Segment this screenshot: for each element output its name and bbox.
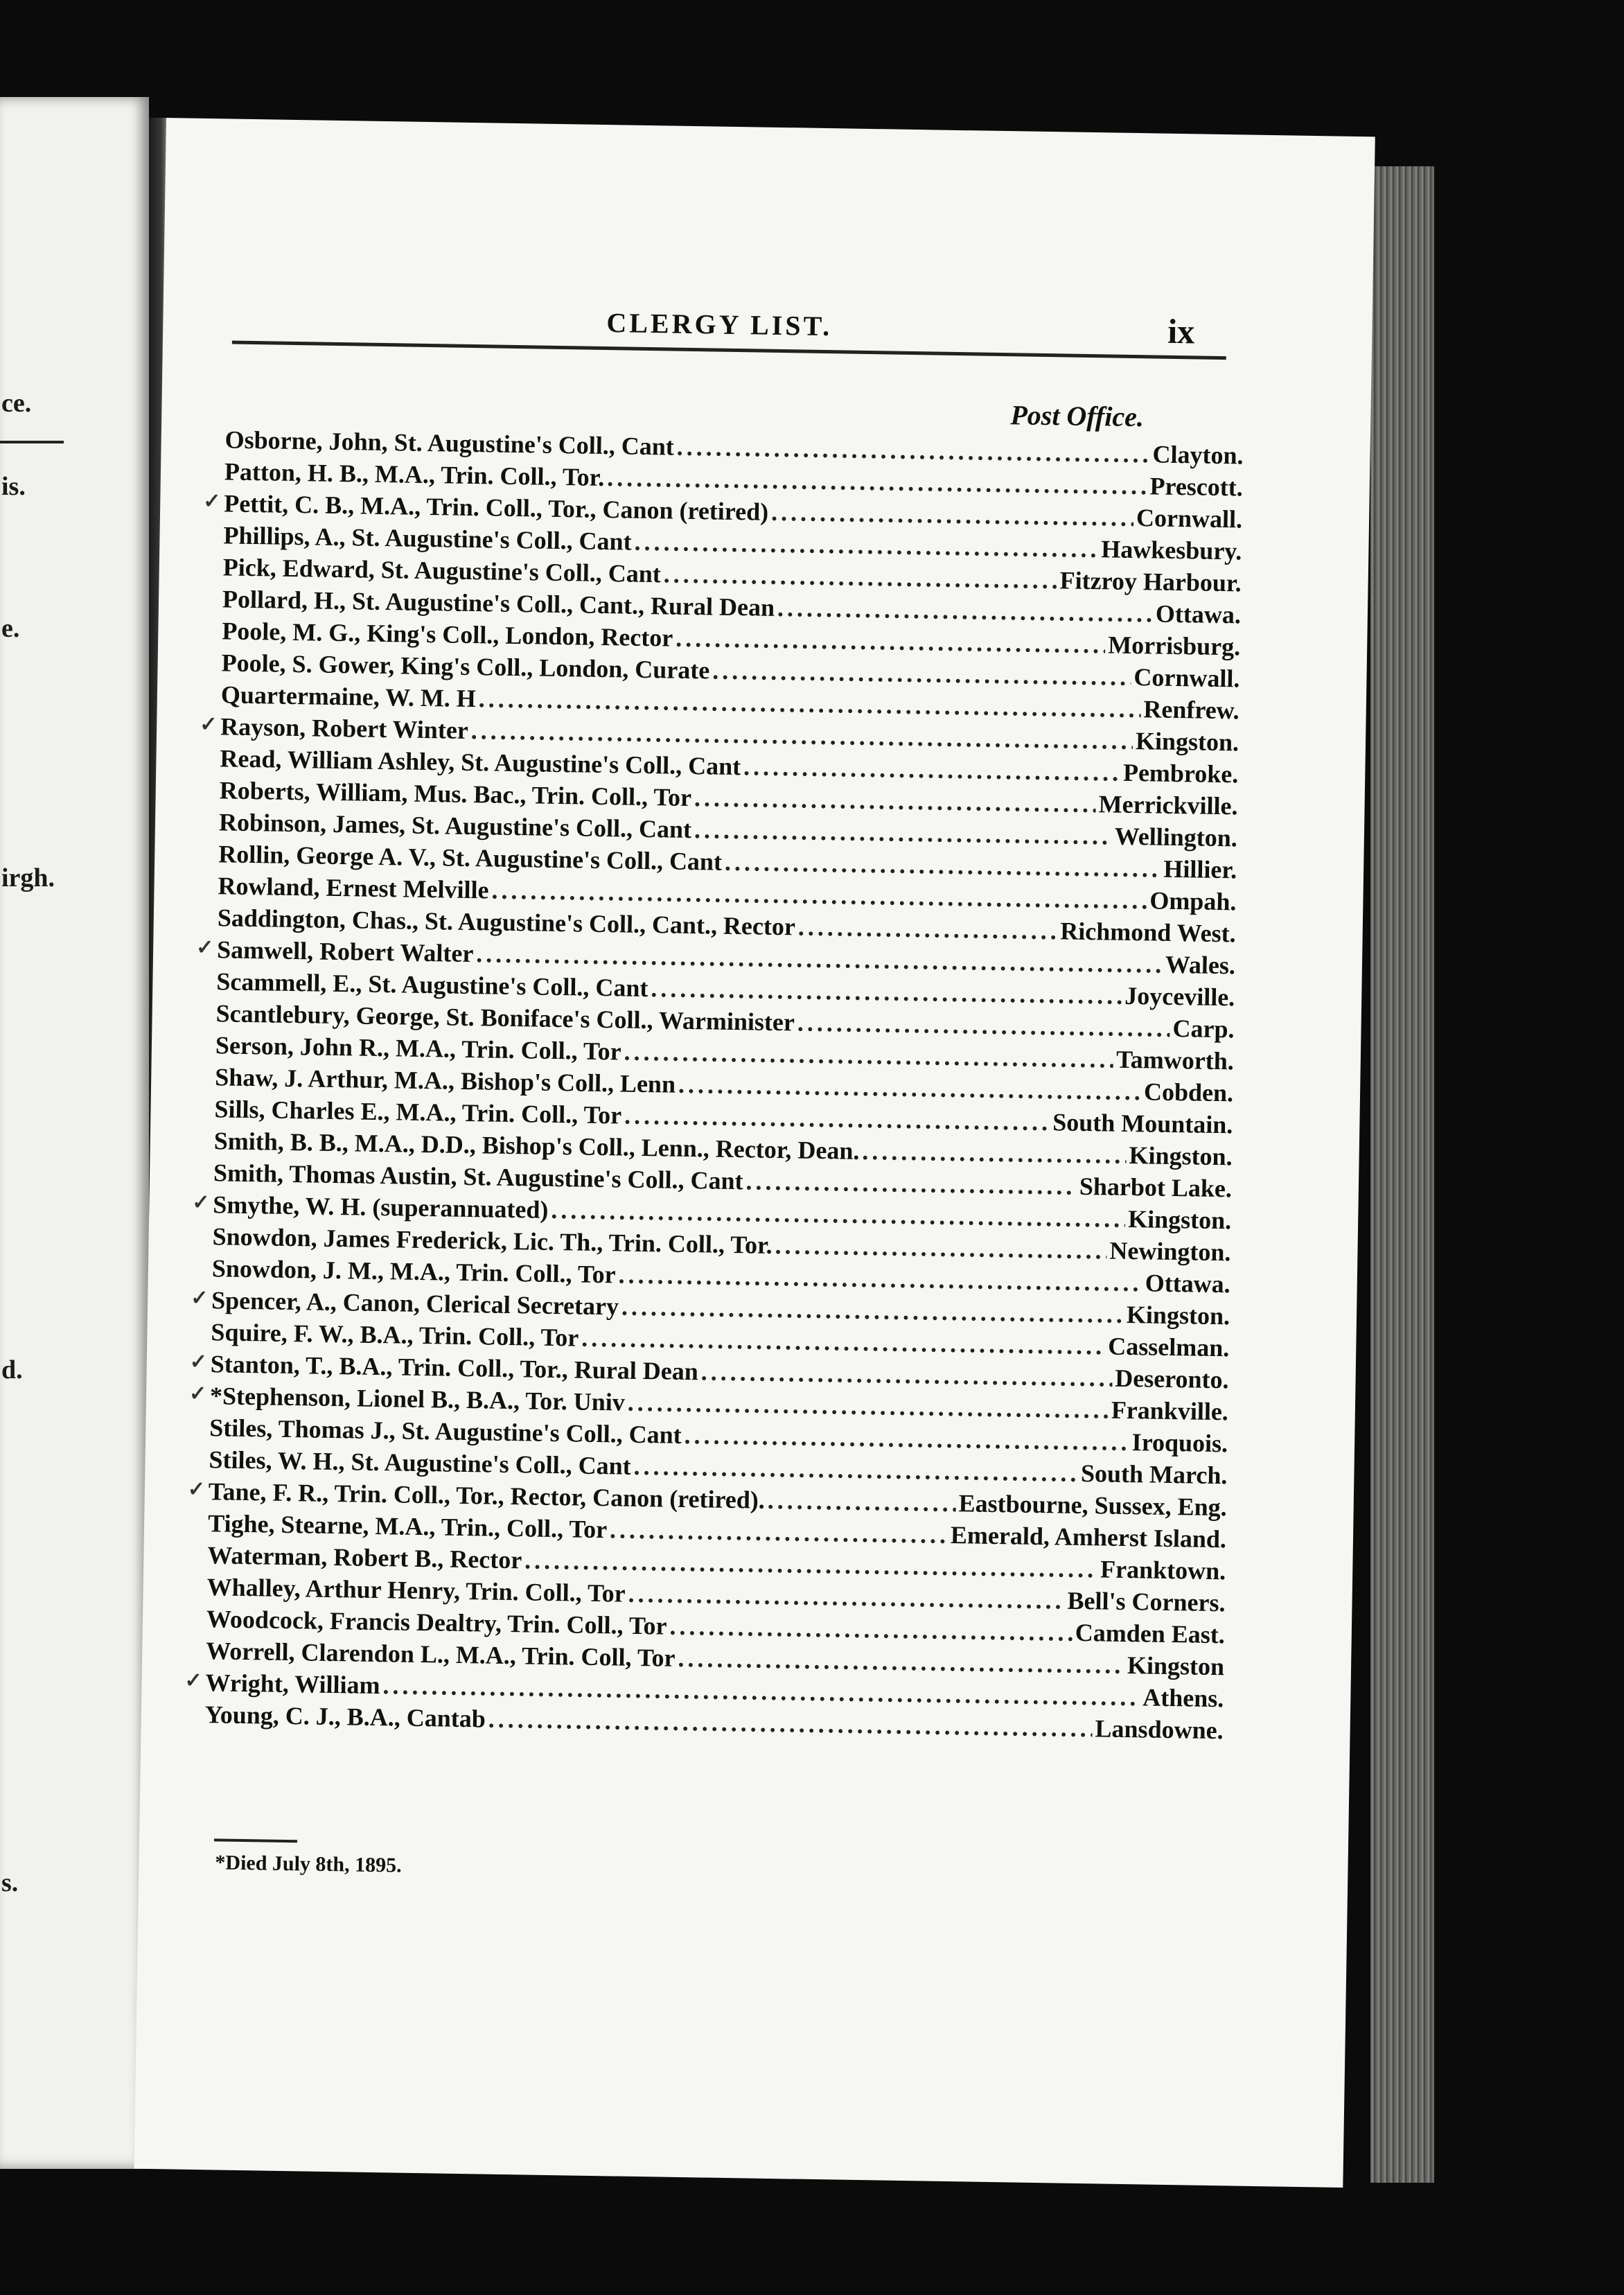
post-office: Camden East. — [1075, 1618, 1226, 1649]
post-office: Frankville. — [1111, 1396, 1229, 1426]
right-page — [134, 118, 1375, 2188]
clergy-name: Shaw, J. Arthur, M.A., Bishop's Coll., Lenn — [214, 1063, 676, 1098]
clergy-name: Roberts, William, Mus. Bac., Trin. Coll., Tor — [219, 776, 692, 812]
post-office: Deseronto. — [1114, 1364, 1229, 1394]
post-office: Merrickville. — [1098, 790, 1238, 820]
left-page-fragment: irgh. — [1, 863, 55, 892]
post-office: Renfrew. — [1143, 695, 1240, 725]
page-number: ix — [1167, 311, 1195, 351]
check-mark-icon: ✓ — [189, 1350, 208, 1374]
left-page — [0, 97, 149, 2169]
dot-leader — [797, 1006, 1170, 1044]
left-page-fragment: e. — [1, 614, 20, 643]
post-office: Lansdowne. — [1095, 1714, 1224, 1745]
check-mark-icon: ✓ — [192, 1190, 210, 1215]
check-mark-icon: ✓ — [195, 935, 214, 960]
post-office: Kingston. — [1126, 1300, 1230, 1330]
check-mark-icon: ✓ — [190, 1286, 209, 1310]
dot-leader — [862, 1135, 1127, 1171]
clergy-name: Smith, Thomas Austin, St. Augustine's Coll., Cant — [213, 1159, 743, 1195]
check-mark-icon: ✓ — [188, 1382, 207, 1406]
clergy-name: Osborne, John, St. Augustine's Coll., Cant — [224, 425, 675, 461]
post-office: Kingston. — [1129, 1141, 1233, 1171]
clergy-name: Tighe, Stearne, M.A., Trin., Coll., Tor — [207, 1509, 608, 1544]
clergy-name: Pettit, C. B., M.A., Trin. Coll., Tor., Canon (retired) — [223, 489, 769, 526]
clergy-name: Scammell, E., St. Augustine's Coll., Cant — [216, 967, 648, 1003]
clergy-name: Sills, Charles E., M.A., Trin. Coll., Tor — [214, 1095, 622, 1129]
post-office: Ottawa. — [1155, 599, 1242, 629]
post-office: Bell's Corners. — [1067, 1586, 1226, 1617]
post-office: Carp. — [1172, 1014, 1235, 1044]
post-office: Ottawa. — [1145, 1269, 1231, 1299]
clergy-name: Read, William Ashley, St. Augustine's Coll., Cant — [220, 744, 741, 781]
post-office: Ompah. — [1149, 886, 1237, 916]
post-office: Wales. — [1165, 950, 1236, 980]
clergy-name: *Stephenson, Lionel B., B.A., Tor. Univ — [209, 1382, 626, 1416]
post-office: Athens. — [1142, 1683, 1224, 1713]
clergy-name: Patton, H. B., M.A., Trin. Coll., Tor. — [224, 457, 605, 491]
post-office: Prescott. — [1149, 472, 1244, 502]
post-office: Kingston — [1127, 1651, 1225, 1681]
left-page-fragment: ce. — [1, 389, 32, 418]
dot-leader — [771, 496, 1134, 534]
check-mark-icon: ✓ — [199, 712, 218, 737]
left-page-fragment: is. — [1, 472, 26, 501]
clergy-name: Spencer, A., Canon, Clerical Secretary — [211, 1286, 619, 1321]
clergy-name: Poole, S. Gower, King's Coll., London, Curate — [221, 649, 710, 685]
clergy-name: Poole, M. G., King's Coll., London, Rector — [222, 617, 673, 652]
left-page-fragment: d. — [1, 1355, 23, 1384]
clergy-name: Woodcock, Francis Dealtry, Trin. Coll., Tor — [206, 1605, 667, 1640]
post-office: Sharbot Lake. — [1079, 1172, 1233, 1203]
clergy-name: Phillips, A., St. Augustine's Coll., Cant — [223, 521, 632, 556]
post-office: Eastbourne, Sussex, Eng. — [958, 1489, 1228, 1522]
clergy-name: Robinson, James, St. Augustine's Coll., Cant — [218, 808, 692, 844]
clergy-name: Squire, F. W., B.A., Trin. Coll., Tor — [211, 1318, 579, 1352]
footnote-rule — [214, 1838, 297, 1843]
post-office-column-header: Post Office. — [1010, 399, 1145, 433]
check-mark-icon: ✓ — [184, 1669, 202, 1693]
dot-leader — [775, 1229, 1107, 1267]
left-page-rule — [0, 441, 64, 443]
clergy-list — [184, 423, 1244, 1746]
check-mark-icon: ✓ — [187, 1477, 206, 1502]
post-office: Cornwall. — [1133, 663, 1240, 693]
clergy-name: Saddington, Chas., St. Augustine's Coll., Cant., Rector — [217, 904, 796, 941]
post-office: Tamworth. — [1115, 1045, 1235, 1075]
post-office: Richmond West. — [1060, 917, 1237, 948]
clergy-name: Quartermaine, W. M. H — [220, 680, 477, 713]
post-office: Pembroke. — [1122, 758, 1239, 789]
clergy-name: Smith, B. B., M.A., D.D., Bishop's Coll., Lenn., Rector, Dean. — [213, 1127, 860, 1165]
clergy-name: Rayson, Robert Winter — [220, 712, 469, 744]
post-office: Joyceville. — [1124, 981, 1235, 1012]
post-office: Fitzroy Harbour. — [1059, 566, 1242, 597]
clergy-name: Scantlebury, George, St. Boniface's Coll., Warminister — [215, 999, 795, 1037]
clergy-name: Rollin, George A. V., St. Augustine's Coll., Cant — [218, 840, 723, 876]
clergy-name: Serson, John R., M.A., Trin. Coll., Tor — [215, 1031, 621, 1066]
post-office: Wellington. — [1114, 822, 1238, 852]
post-office: Iroquois. — [1131, 1428, 1228, 1458]
post-office: Morrisburg. — [1107, 631, 1241, 661]
clergy-name: Smythe, W. H. (superannuated) — [213, 1190, 549, 1224]
post-office: Emerald, Amherst Island. — [950, 1521, 1227, 1554]
post-office: Casselman. — [1107, 1332, 1230, 1362]
clergy-name: Snowdon, J. M., M.A., Trin. Coll., Tor — [211, 1254, 616, 1289]
clergy-name: Waterman, Robert B., Rector — [207, 1541, 522, 1574]
clergy-name: Stanton, T., B.A., Trin. Coll., Tor., Rural Dean — [210, 1350, 699, 1386]
page-edges — [1370, 166, 1434, 2183]
page-title: CLERGY LIST. — [606, 307, 833, 342]
clergy-name: Pick, Edward, St. Augustine's Coll., Cant — [222, 553, 662, 588]
clergy-name: Whalley, Arthur Henry, Trin. Coll., Tor — [206, 1573, 626, 1608]
post-office: Franktown. — [1100, 1555, 1226, 1585]
post-office: Cornwall. — [1136, 504, 1243, 534]
clergy-name: Samwell, Robert Walter — [216, 935, 474, 968]
clergy-name: Stiles, W. H., St. Augustine's Coll., Cant — [209, 1445, 631, 1480]
dot-leader — [745, 1165, 1077, 1202]
footnote: *Died July 8th, 1895. — [215, 1851, 402, 1877]
post-office: Newington. — [1109, 1236, 1231, 1267]
dot-leader — [610, 1513, 948, 1551]
post-office: Kingston. — [1135, 727, 1239, 757]
dot-leader — [798, 911, 1058, 947]
post-office: South Mountain. — [1052, 1108, 1233, 1139]
clergy-name: Rowland, Ernest Melville — [218, 872, 489, 904]
post-office: Clayton. — [1152, 440, 1244, 470]
post-office: Hawkesbury. — [1101, 535, 1242, 565]
clergy-name: Pollard, H., St. Augustine's Coll., Cant., Rural Dean — [222, 585, 775, 622]
clergy-name: Wright, William — [205, 1669, 380, 1700]
dot-leader — [767, 1484, 956, 1519]
clergy-name: Stiles, Thomas J., St. Augustine's Coll., Cant — [209, 1414, 682, 1449]
post-office: Hillier. — [1163, 854, 1237, 884]
post-office: Kingston. — [1127, 1205, 1232, 1235]
clergy-name: Young, C. J., B.A., Cantab — [204, 1700, 486, 1733]
post-office: South March. — [1080, 1459, 1228, 1490]
check-mark-icon: ✓ — [203, 489, 221, 513]
post-office: Cobden. — [1143, 1078, 1234, 1107]
clergy-name: Worrell, Clarendon L., M.A., Trin. Coll, Tor — [205, 1637, 676, 1672]
left-page-fragment: s. — [1, 1868, 19, 1897]
clergy-name: Snowdon, James Frederick, Lic. Th., Trin. Coll., Tor. — [212, 1222, 773, 1259]
clergy-name: Tane, F. R., Trin. Coll., Tor., Rector, Canon (retired). — [208, 1477, 766, 1514]
